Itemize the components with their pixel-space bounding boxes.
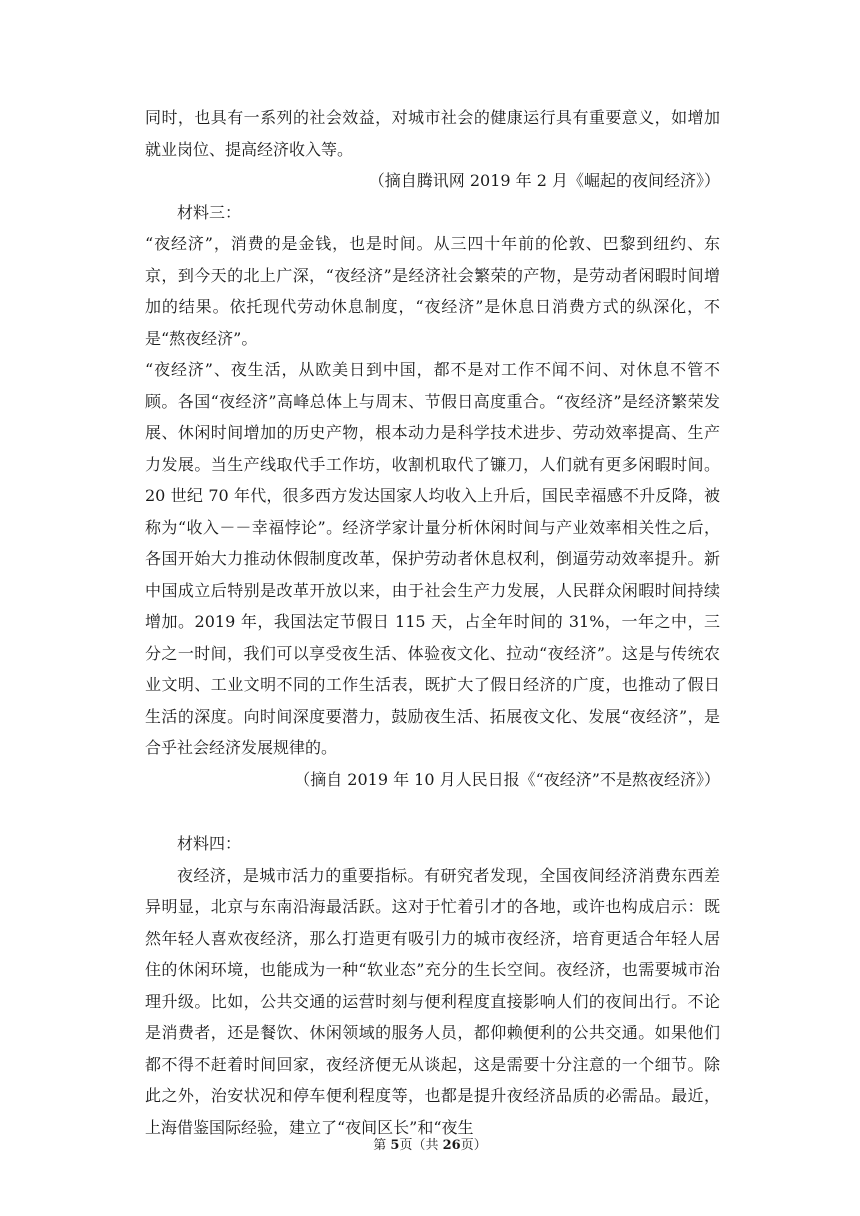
material-3-heading: 材料三： [177,202,242,222]
paragraph-continuation: 同时，也具有一系列的社会效益，对城市社会的健康运行具有重要意义，如增加就业岗位、提高经济收入等。 [145,108,720,159]
material-4-paragraph-1: 夜经济，是城市活力的重要指标。有研究者发现，全国夜间经济消费东西差异明显，北京与东南沿海最活跃。这对于忙着引才的各地，或许也构成启示：既然年轻人喜欢夜经济，那么打造更有吸引力的城市夜经济，培育更适合年轻人居住的休闲环境，也能成为一种“软业态”充分的生长空间。夜经济，也需要城市治理升级。比如，公共交通的运营时刻与便利程度直接影响人们的夜间出行。不论是消费者，还是餐饮、休闲领域的服务人员，都仰赖便利的公共交通。如果他们都不得不赶着时间回家，夜经济便无从谈起，这是需要十分注意的一个细节。除此之外，治安状况和停车便利程度等，也都是提升夜经济品质的必需品。最近，上海借鉴国际经验，建立了“夜间区长”和“夜生 [145,865,720,1137]
material-4-heading: 材料四： [177,834,242,853]
spacer [145,795,720,828]
source-citation-3: （摘自 2019 年 10 月人民日报《“夜经济”不是熬夜经济》） [294,769,720,789]
footer-middle: 页（共 [399,1138,443,1153]
footer-total-pages: 26 [442,1138,461,1153]
source-citation-2: （摘自腾讯网 2019 年 2 月《崛起的夜间经济》） [368,171,720,190]
document-body [145,102,720,1143]
material-3-paragraph-2: “夜经济”、夜生活，从欧美日到中国，都不是对工作不闻不问、对休息不管不顾。各国“夜经济”高峰总体上与周末、节假日高度重合。“夜经济”是经济繁荣发展、休闲时间增加的历史产物，根本动力是科学技术进步、劳动效率提高、生产力发展。当生产线取代手工作坊，收割机取代了镰刀，人们就有更多闲暇时间。20 世纪 70 年代，很多西方发达国家人均收入上升后，国民幸福感不升反降，被称为“收入－－幸福悖论”。经济学家计量分析休闲时间与产业效率相关性之后，各国开始大力推动休假制度改革，保护劳动者休息权利，倒逼劳动效率提升。新中国成立后特别是改革开放以来，由于社会生产力发展，人民群众闲暇时间持续增加。2019 年，我国法定节假日 115 天，占全年时间的 31%，一年之中，三分之一时间，我们可以享受夜生活、体验夜文化、拉动“夜经济”。这是与传统农业文明、工业文明不同的工作生活表，既扩大了假日经济的广度，也推动了假日生活的深度。向时间深度要潜力，鼓励夜生活、拓展夜文化、发展“夜经济”，是合乎社会经济发展规律的。 [145,360,720,757]
footer-prefix: 第 [373,1138,391,1153]
material-3-paragraph-1: “夜经济”，消费的是金钱，也是时间。从三四十年前的伦敦、巴黎到纽约、东京，到今天的北上广深，“夜经济”是经济社会繁荣的产物，是劳动者闲暇时间增加的结果。依托现代劳动休息制度，“夜经济”是休息日消费方式的纵深化，不是“熬夜经济”。 [145,234,720,348]
footer-suffix: 页） [460,1138,487,1153]
footer-page-number: 5 [390,1138,400,1153]
page-footer [0,1137,860,1155]
